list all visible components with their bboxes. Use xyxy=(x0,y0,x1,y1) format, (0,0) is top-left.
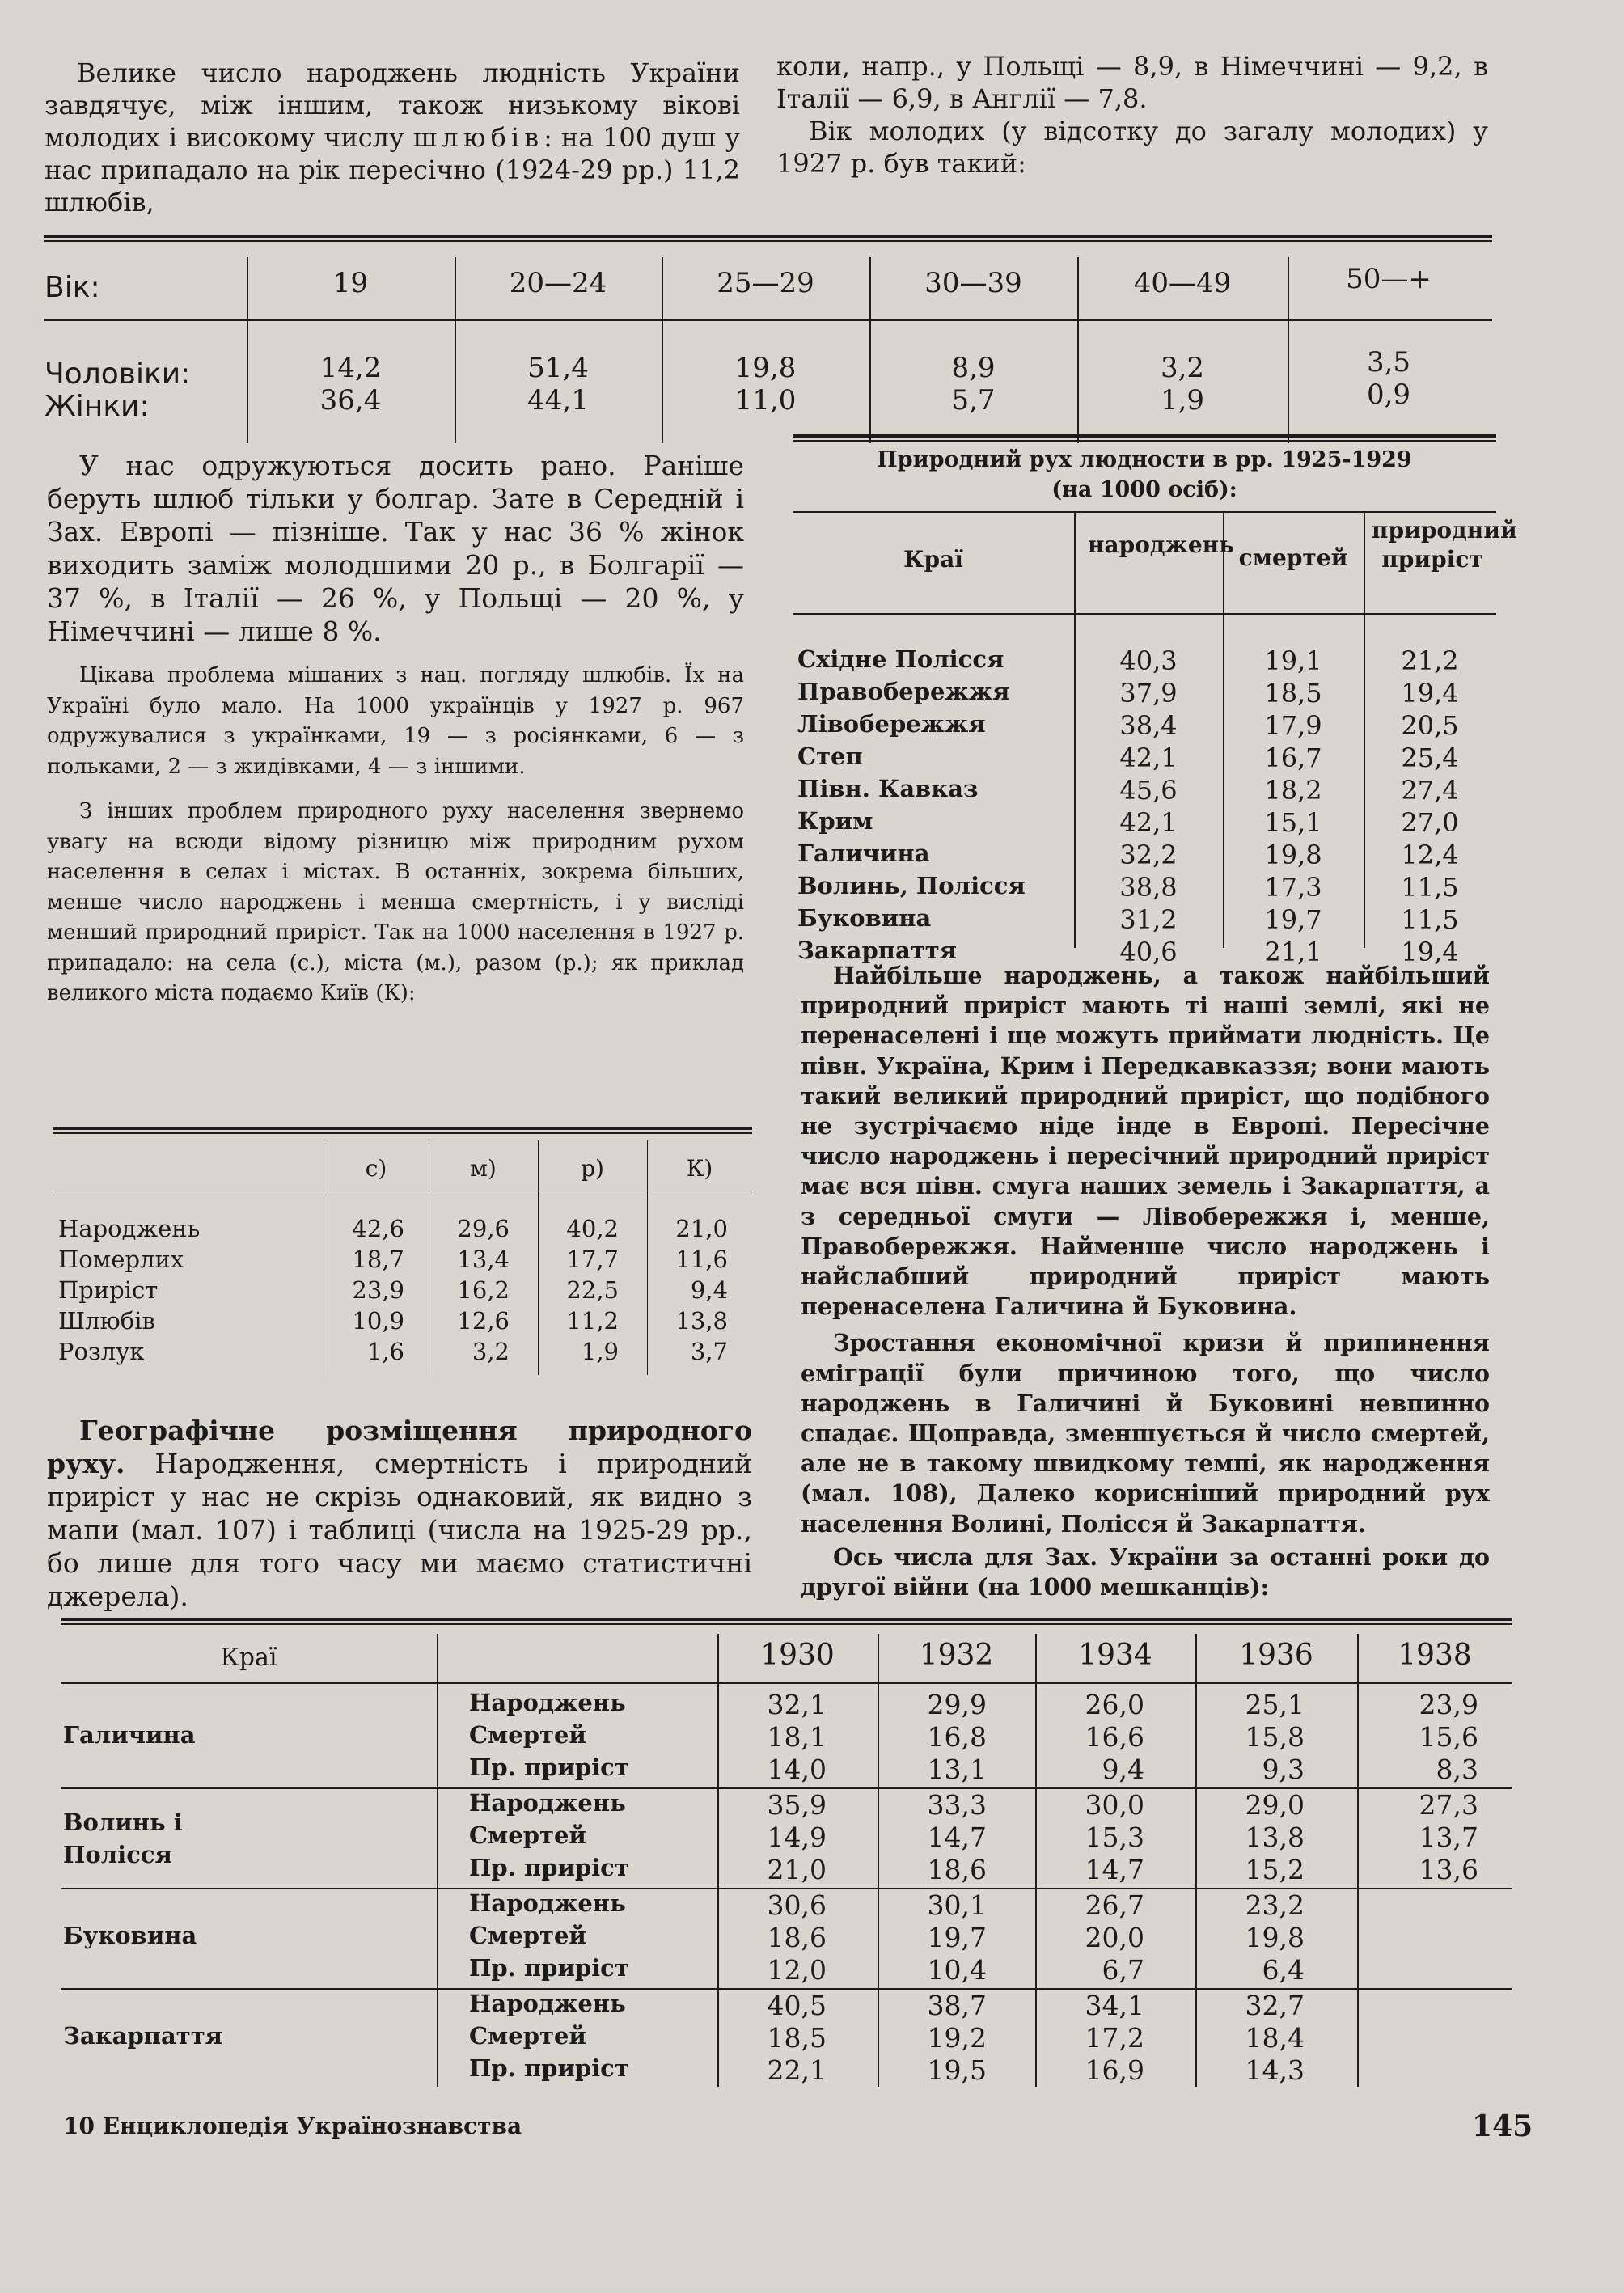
west-region-name: Волинь і Полісся xyxy=(63,1809,183,1868)
west-cell: 6,4 xyxy=(1262,1954,1305,1986)
top-left-paragraph xyxy=(44,57,740,218)
west-cell: 23,9 xyxy=(1419,1689,1478,1720)
region-cell: 15,1 xyxy=(1264,807,1322,838)
region-row-label: Буковина xyxy=(797,904,932,932)
west-row xyxy=(0,1721,1624,1754)
city-col-header: р) xyxy=(581,1155,604,1182)
region-row xyxy=(797,710,1496,742)
right-para1: Найбільше народжень, а також найбільший природний приріст мають ті наші землі, які не перенаселені і ще можуть приймати людність. Це півн. Україна, Крим і Передкавказзя; вони мають такий великий природний приріст, що подібного не зустрічаємо ніде інде в Европі. Пересічне число народжень і пересічний природний приріст має вся півн. смуга наших земель і Закарпаття, а з середньої смуги — Лівобережжя і, менше, Правобережжя. Найменше число народжень і найслабший природний приріст мають перенаселена Галичина й Буковина. xyxy=(801,962,1490,1321)
west-cell: 38,7 xyxy=(927,1990,987,2021)
region-cell: 17,3 xyxy=(1264,872,1322,903)
west-cell: 14,9 xyxy=(767,1821,827,1853)
region-row-label: Галичина xyxy=(797,840,930,867)
west-year: 1932 xyxy=(919,1639,994,1672)
region-cell: 38,8 xyxy=(1119,872,1178,903)
region-row xyxy=(797,678,1496,710)
region-cell: 27,4 xyxy=(1401,775,1459,806)
west-cell: 15,3 xyxy=(1085,1821,1144,1853)
west-row-label: Народжень xyxy=(469,1889,626,1917)
west-row xyxy=(0,1689,1624,1721)
city-cell: 29,6 xyxy=(457,1215,510,1242)
west-cell: 25,1 xyxy=(1245,1689,1305,1720)
top-right-para2: Вік молодих (у відсотку до загалу молодих) у 1927 р. був такий: xyxy=(776,116,1488,179)
west-cell: 29,9 xyxy=(927,1689,987,1720)
west-cell: 15,6 xyxy=(1419,1721,1478,1753)
city-col-header: м) xyxy=(470,1155,497,1182)
city-row xyxy=(58,1307,754,1338)
west-group xyxy=(0,1689,1624,1786)
region-row-label: Східне Полісся xyxy=(797,645,1004,673)
city-cell: 10,9 xyxy=(352,1307,404,1335)
city-table-top-rule xyxy=(53,1127,752,1134)
west-cell: 14,7 xyxy=(1085,1854,1144,1885)
city-cell: 3,2 xyxy=(472,1338,510,1365)
city-col-header: с) xyxy=(365,1155,387,1182)
city-cell: 17,7 xyxy=(566,1246,619,1273)
left-column-text xyxy=(47,449,744,1009)
city-cell: 23,9 xyxy=(352,1276,404,1304)
region-cell: 18,5 xyxy=(1264,678,1322,709)
west-cell: 8,3 xyxy=(1436,1754,1478,1785)
west-cell: 33,3 xyxy=(927,1789,987,1821)
west-cell: 14,3 xyxy=(1245,2054,1305,2086)
west-cell: 13,6 xyxy=(1419,1854,1478,1885)
west-cell: 18,4 xyxy=(1245,2022,1305,2054)
top-right-para1: коли, напр., у Польщі — 8,9, в Німеччині — 9,2, в Італії — 6,9, в Англії — 7,8. xyxy=(776,51,1488,114)
right-para3: Ось числа для Зах. України за останні роки до другої війни (на 1000 мешканців): xyxy=(801,1542,1490,1601)
west-cell: 19,2 xyxy=(927,2022,987,2054)
west-row-label: Народжень xyxy=(469,1689,626,1716)
west-table-header-rule xyxy=(61,1682,1512,1684)
region-row-label: Волинь, Полісся xyxy=(797,872,1026,899)
city-cell: 13,8 xyxy=(675,1307,728,1335)
west-region-name: Галичина xyxy=(63,1721,196,1749)
region-row xyxy=(797,775,1496,807)
age-table-top-rule xyxy=(44,235,1492,242)
city-table-body xyxy=(58,1215,754,1369)
west-cell: 34,1 xyxy=(1085,1990,1144,2021)
west-row-label: Народжень xyxy=(469,1789,626,1817)
west-year: 1930 xyxy=(760,1639,835,1672)
left-para2: Цікава проблема мішаних з нац. погляду шлюбів. Їх на Україні було мало. На 1000 українців у 1927 р. 967 одружувалися з українками, 19 — з росіянками, 6 — з польками, 2 — з жидівками, 4 — з іншими. xyxy=(47,663,744,779)
region-table-title: Природний рух людности в рр. 1925-1929 xyxy=(877,447,1412,472)
region-cell: 25,4 xyxy=(1401,742,1459,773)
city-cell: 3,7 xyxy=(690,1338,728,1365)
city-cell: 13,4 xyxy=(457,1246,510,1273)
west-cell: 26,7 xyxy=(1085,1889,1144,1921)
city-cell: 12,6 xyxy=(457,1307,510,1335)
age-col-header: 19 xyxy=(332,267,369,299)
region-cell: 12,4 xyxy=(1401,840,1459,870)
region-cell: 40,3 xyxy=(1119,645,1178,676)
region-cell: 37,9 xyxy=(1119,678,1178,709)
top-left-spaced: шлюбів xyxy=(412,122,544,153)
west-year: 1938 xyxy=(1398,1639,1472,1672)
west-group xyxy=(0,1789,1624,1886)
region-cell: 17,9 xyxy=(1264,710,1322,741)
west-cell: 13,7 xyxy=(1419,1821,1478,1853)
city-cell: 22,5 xyxy=(566,1276,619,1304)
west-row-label: Пр. приріст xyxy=(469,1954,629,1982)
region-table-body xyxy=(797,645,1496,969)
region-cell: 18,2 xyxy=(1264,775,1322,806)
age-cell: 5,7 xyxy=(951,384,996,417)
age-cell: 1,9 xyxy=(1160,384,1205,417)
age-cell: 14,2 xyxy=(319,352,382,384)
region-row xyxy=(797,840,1496,872)
region-head-deaths: смертей xyxy=(1238,544,1348,571)
west-row-label: Смертей xyxy=(469,1821,586,1849)
age-col-header: 40—49 xyxy=(1133,267,1232,299)
region-cell: 21,2 xyxy=(1401,645,1459,676)
west-row xyxy=(0,1922,1624,1954)
city-cell: 9,4 xyxy=(690,1276,728,1304)
city-row-label: Приріст xyxy=(58,1276,159,1304)
west-cell: 15,2 xyxy=(1245,1854,1305,1885)
west-region-name: Закарпаття xyxy=(63,2022,223,2050)
west-cell: 23,2 xyxy=(1245,1889,1305,1921)
city-col-header: К) xyxy=(686,1155,713,1182)
west-cell: 21,0 xyxy=(767,1854,827,1885)
west-cell: 16,9 xyxy=(1085,2054,1144,2086)
age-cell: 19,8 xyxy=(734,352,797,384)
left-para3: З інших проблем природного руху населення звернемо увагу на всюди відому різницю між природним рухом населення в селах і містах. В останніх, зокрема більших, менше число народжень і менша смертність, і у висліді менший природний приріст. Так на 1000 населення в 1927 р. припадало: на села (с.), міста (м.), разом (р.); як приклад великого міста подаємо Київ (К): xyxy=(47,799,744,1005)
region-table-header-top xyxy=(793,511,1496,513)
age-col-header: 20—24 xyxy=(509,267,607,299)
region-row xyxy=(797,645,1496,678)
west-cell: 27,3 xyxy=(1419,1789,1478,1821)
west-row-label: Народжень xyxy=(469,1990,626,2017)
region-cell: 45,6 xyxy=(1119,775,1178,806)
west-cell: 15,8 xyxy=(1245,1721,1305,1753)
west-group xyxy=(0,1889,1624,1986)
west-row xyxy=(0,1754,1624,1786)
city-row xyxy=(58,1276,754,1307)
west-row xyxy=(0,1990,1624,2022)
west-cell: 18,1 xyxy=(767,1721,827,1753)
region-cell: 16,7 xyxy=(1264,742,1322,773)
west-table-top-rule xyxy=(61,1618,1512,1625)
region-cell: 31,2 xyxy=(1119,904,1178,935)
west-row xyxy=(0,1854,1624,1886)
age-cell: 44,1 xyxy=(527,384,589,417)
city-row-label: Померлих xyxy=(58,1246,184,1273)
west-year: 1934 xyxy=(1078,1639,1152,1672)
region-row-label: Півн. Кавказ xyxy=(797,775,979,802)
west-row-label: Смертей xyxy=(469,2022,586,2050)
region-row-label: Лівобережжя xyxy=(797,710,986,738)
city-row-label: Народжень xyxy=(58,1215,201,1242)
west-row xyxy=(0,1954,1624,1986)
region-cell: 21,1 xyxy=(1264,937,1322,967)
west-cell: 30,1 xyxy=(927,1889,987,1921)
west-row xyxy=(0,1789,1624,1821)
west-region-name: Буковина xyxy=(63,1922,197,1949)
age-cell: 3,2 xyxy=(1160,352,1205,384)
west-cell: 6,7 xyxy=(1102,1954,1144,1986)
region-row xyxy=(797,872,1496,904)
west-cell: 10,4 xyxy=(927,1954,987,1986)
left-para1: У нас одружуються досить рано. Раніше беруть шлюб тільки у болгар. Зате в Середній і Зах. Европі — пізніше. Так у нас 36 % жінок виходить заміж молодшими 20 р., в Болгарії — 37 %, в Італії — 26 %, у Польщі — 20 %, у Німеччині — лише 8 %. xyxy=(47,450,744,647)
region-row xyxy=(797,742,1496,775)
city-cell: 1,6 xyxy=(366,1338,404,1365)
west-cell: 18,5 xyxy=(767,2022,827,2054)
city-row xyxy=(58,1338,754,1369)
west-row-label: Смертей xyxy=(469,1922,586,1949)
city-cell: 16,2 xyxy=(457,1276,510,1304)
city-row xyxy=(58,1215,754,1246)
west-cell: 12,0 xyxy=(767,1954,827,1986)
west-cell: 32,7 xyxy=(1245,1990,1305,2021)
age-col-header: 30—39 xyxy=(924,267,1022,299)
region-cell: 19,7 xyxy=(1264,904,1322,935)
west-cell: 19,8 xyxy=(1245,1922,1305,1953)
region-row-label: Степ xyxy=(797,742,863,770)
top-left-text: Велике число народжень людність України завдячує, між іншим, також низькому вікові молодих і високому числу xyxy=(44,57,740,153)
region-cell: 19,8 xyxy=(1264,840,1322,870)
age-table-header-rule xyxy=(44,319,1492,321)
west-cell: 19,7 xyxy=(927,1922,987,1953)
region-head-growth: природний приріст xyxy=(1372,517,1517,573)
region-cell: 38,4 xyxy=(1119,710,1178,741)
top-right-paragraphs xyxy=(776,50,1488,180)
west-year: 1936 xyxy=(1239,1639,1313,1672)
west-cell: 18,6 xyxy=(767,1922,827,1953)
age-cell: 36,4 xyxy=(319,384,382,417)
region-table-subtitle: (на 1000 осіб): xyxy=(1051,477,1237,502)
west-cell: 18,6 xyxy=(927,1854,987,1885)
west-cell: 22,1 xyxy=(767,2054,827,2086)
region-cell: 19,4 xyxy=(1401,678,1459,709)
geo-heading: Географічне розміщення природного руху. xyxy=(47,1415,752,1479)
west-row-label: Смертей xyxy=(469,1721,586,1749)
west-head-region: Краї xyxy=(220,1644,277,1672)
geo-text: Народження, смертність і природний приріст у нас не скрізь однаковий, як видно з мапи (мал. 107) і таблиці (числа на 1925-29 рр., бо лише для того часу ми маємо статистичні джерела). xyxy=(47,1448,752,1612)
west-group xyxy=(0,1990,1624,2087)
region-cell: 42,1 xyxy=(1119,742,1178,773)
region-row xyxy=(797,904,1496,937)
west-cell: 29,0 xyxy=(1245,1789,1305,1821)
page-number: 145 xyxy=(1472,2109,1533,2143)
region-table-top-rule xyxy=(793,434,1496,442)
region-cell: 32,2 xyxy=(1119,840,1178,870)
age-col-header: 50—+ xyxy=(1346,263,1432,295)
age-cell: 11,0 xyxy=(734,384,797,417)
region-row-label: Крим xyxy=(797,807,873,835)
west-row-label: Пр. приріст xyxy=(469,1754,629,1781)
city-cell: 40,2 xyxy=(566,1215,619,1242)
city-cell: 42,6 xyxy=(352,1215,404,1242)
west-cell: 9,4 xyxy=(1102,1754,1144,1785)
region-row-label: Закарпаття xyxy=(797,937,958,964)
city-cell: 11,6 xyxy=(675,1246,728,1273)
west-cell: 35,9 xyxy=(767,1789,827,1821)
region-cell: 19,4 xyxy=(1401,937,1459,967)
west-row xyxy=(0,1821,1624,1854)
west-row-label: Пр. приріст xyxy=(469,2054,629,2082)
region-cell: 27,0 xyxy=(1401,807,1459,838)
west-cell: 16,6 xyxy=(1085,1721,1144,1753)
right-para2: Зростання економічної кризи й припинення еміграції були причиною того, що число народжень в Галичині й Буковині невпинно спадає. Щоправда, зменшується й число смертей, але не в такому швидкому темпі, як народження (мал. 108), Далеко корисніший природний рух населення Волині, Полісся й Закарпаття. xyxy=(801,1329,1490,1538)
age-cell: 3,5 xyxy=(1366,346,1411,379)
region-cell: 11,5 xyxy=(1401,872,1459,903)
city-cell: 21,0 xyxy=(675,1215,728,1242)
top-left-tail: : на 100 душ у нас припадало на рік пересічно (1924-29 рр.) 11,2 шлюбів, xyxy=(44,122,741,218)
west-cell: 30,6 xyxy=(767,1889,827,1921)
region-row xyxy=(797,807,1496,840)
west-cell: 13,1 xyxy=(927,1754,987,1785)
region-cell: 20,5 xyxy=(1401,710,1459,741)
geo-paragraph xyxy=(47,1414,752,1613)
region-head-births: народжень xyxy=(1088,531,1235,558)
city-cell: 18,7 xyxy=(352,1246,404,1273)
west-row xyxy=(0,2054,1624,2087)
age-cell: 51,4 xyxy=(527,352,589,384)
west-row xyxy=(0,1889,1624,1922)
age-row-label: Жінки: xyxy=(44,390,150,423)
city-row-label: Розлук xyxy=(58,1338,145,1365)
west-cell: 32,1 xyxy=(767,1689,827,1720)
west-row xyxy=(0,2022,1624,2054)
region-row-label: Правобережжя xyxy=(797,678,1010,705)
city-cell: 11,2 xyxy=(566,1307,619,1335)
west-cell: 40,5 xyxy=(767,1990,827,2021)
west-cell: 19,5 xyxy=(927,2054,987,2086)
west-cell: 14,0 xyxy=(767,1754,827,1785)
west-cell: 20,0 xyxy=(1085,1922,1144,1953)
age-cell: 0,9 xyxy=(1366,379,1411,411)
west-cell: 14,7 xyxy=(927,1821,987,1853)
west-row-label: Пр. приріст xyxy=(469,1854,629,1881)
age-row-label: Чоловіки: xyxy=(44,357,191,391)
west-cell: 9,3 xyxy=(1262,1754,1305,1785)
age-cell: 8,9 xyxy=(951,352,996,384)
west-cell: 26,0 xyxy=(1085,1689,1144,1720)
region-cell: 11,5 xyxy=(1401,904,1459,935)
region-table-header-bottom xyxy=(793,613,1496,615)
city-row xyxy=(58,1246,754,1276)
region-head-region: Краї xyxy=(903,546,963,573)
region-cell: 42,1 xyxy=(1119,807,1178,838)
right-column-text xyxy=(801,961,1490,1602)
west-cell: 13,8 xyxy=(1245,1821,1305,1853)
region-cell: 40,6 xyxy=(1119,937,1178,967)
city-row-label: Шлюбів xyxy=(58,1307,155,1335)
west-cell: 30,0 xyxy=(1085,1789,1144,1821)
west-cell: 17,2 xyxy=(1085,2022,1144,2054)
age-header-label: Вік: xyxy=(44,271,100,304)
west-cell: 16,8 xyxy=(927,1721,987,1753)
city-cell: 1,9 xyxy=(581,1338,619,1365)
footer-book-title: 10 Енциклопедія Українознавства xyxy=(63,2113,522,2139)
age-col-header: 25—29 xyxy=(717,267,814,299)
region-cell: 19,1 xyxy=(1264,645,1322,676)
